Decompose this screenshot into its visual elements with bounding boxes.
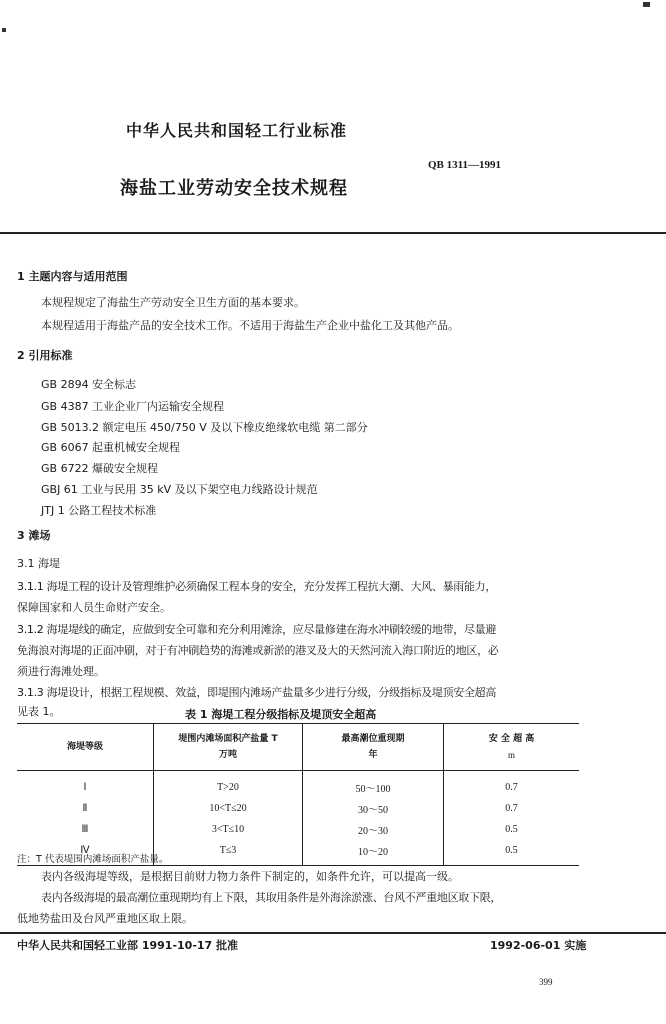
reference-item: GB 6067 起重机械安全规程 bbox=[41, 441, 181, 454]
cell-period: 10～20 bbox=[303, 840, 444, 866]
footer-rule bbox=[0, 932, 666, 934]
cell-height: 0.5 bbox=[444, 819, 580, 840]
section-1-paragraph-2: 本规程适用于海盐产品的安全技术工作。不适用于海盐生产企业中盐化工及其他产品。 bbox=[41, 319, 459, 332]
header-period-label: 最高潮位重现期 bbox=[341, 734, 405, 744]
standard-code: QB 1311—1991 bbox=[428, 159, 502, 171]
reference-item: GB 4387 工业企业厂内运输安全规程 bbox=[41, 400, 225, 413]
cell-period: 20～30 bbox=[303, 819, 444, 840]
header-output-label: 堤围内滩场面积产盐量 T bbox=[178, 734, 278, 744]
header-period bbox=[303, 724, 444, 771]
table-row bbox=[17, 798, 579, 819]
clause-3-1-3-line-1: 3.1.3 海堤设计，根据工程规模、效益，即堤围内滩场产盐量多少进行分级，分级指标及堤顶安全超高 bbox=[17, 686, 497, 699]
table-row bbox=[17, 771, 579, 799]
standard-category-title: 中华人民共和国轻工行业标准 bbox=[126, 121, 348, 140]
cell-period: 50～100 bbox=[303, 771, 444, 799]
clause-3-1-1-line-2: 保障国家和人员生命财产安全。 bbox=[17, 601, 171, 614]
table-1 bbox=[17, 723, 579, 866]
header-output bbox=[154, 724, 303, 771]
clause-3-1-2-line-2: 免海浪对海堤的正面冲刷，对于有冲刷趋势的海滩或新淤的港叉及大的天然河流入海口附近的地区，必 bbox=[17, 644, 499, 657]
approval-line: 中华人民共和国轻工业部 1991-10-17 批准 bbox=[17, 939, 239, 952]
clause-3-1-3-line-2: 见表 1。 bbox=[17, 705, 61, 718]
scan-speck bbox=[2, 28, 6, 32]
table-explanation-2-line-1: 表内各级海堤的最高潮位重现期均有上下限，其取用条件是外海涂淤涨、台风不严重地区取下限， bbox=[41, 891, 502, 904]
section-2-heading: 2 引用标准 bbox=[17, 349, 73, 362]
table-explanation-1: 表内各级海堤等级，是根据目前财力物力条件下制定的，如条件允许，可以提高一级。 bbox=[41, 870, 459, 883]
document-title: 海盐工业劳动安全技术规程 bbox=[120, 178, 348, 199]
header-height-label: 安 全 超 高 bbox=[488, 734, 535, 744]
reference-item: GBJ 61 工业与民用 35 kV 及以下架空电力线路设计规范 bbox=[41, 483, 318, 496]
scan-speck bbox=[643, 2, 650, 7]
clause-3-1-2-line-3: 须进行海滩处理。 bbox=[17, 665, 105, 678]
header-grade bbox=[17, 724, 154, 771]
cell-height: 0.5 bbox=[444, 840, 580, 866]
clause-3-1-2-line-1: 3.1.2 海堤堤线的确定，应做到安全可靠和充分利用滩涂，应尽量修建在海水冲刷较缓的地带，尽量避 bbox=[17, 623, 497, 636]
cell-height: 0.7 bbox=[444, 771, 580, 799]
table-1-note: 注：T 代表堤围内滩场面积产盐量。 bbox=[17, 854, 169, 865]
reference-item: GB 5013.2 额定电压 450/750 V 及以下橡皮绝缘软电缆 第二部分 bbox=[41, 421, 368, 434]
table-row bbox=[17, 819, 579, 840]
cell-height: 0.7 bbox=[444, 798, 580, 819]
cell-grade: Ⅳ bbox=[17, 840, 154, 866]
table-header-row bbox=[17, 724, 579, 771]
cell-grade: Ⅲ bbox=[81, 824, 89, 835]
cell-output: T>20 bbox=[154, 771, 303, 799]
table-1-caption: 表 1 海堤工程分级指标及堤顶安全超高 bbox=[185, 708, 377, 721]
cell-output: 10<T≤20 bbox=[154, 798, 303, 819]
cell-output: 3<T≤10 bbox=[154, 819, 303, 840]
header-rule bbox=[0, 232, 666, 234]
section-1-heading: 1 主题内容与适用范围 bbox=[17, 270, 128, 283]
clause-3-1-1-line-1: 3.1.1 海堤工程的设计及管理维护必须确保工程本身的安全，充分发挥工程抗大潮、大风、暴雨能力， bbox=[17, 580, 497, 593]
header-output-unit: 万吨 bbox=[218, 750, 237, 760]
effective-date: 1992-06-01 实施 bbox=[490, 939, 587, 952]
cell-grade: Ⅰ bbox=[83, 782, 87, 793]
subsection-3-1-heading: 3.1 海堤 bbox=[17, 557, 60, 570]
reference-item: JTJ 1 公路工程技术标准 bbox=[41, 504, 157, 517]
section-1-paragraph-1: 本规程规定了海盐生产劳动安全卫生方面的基本要求。 bbox=[41, 296, 305, 309]
cell-period: 30～50 bbox=[303, 798, 444, 819]
header-grade-label: 海堤等级 bbox=[66, 742, 103, 752]
reference-item: GB 6722 爆破安全规程 bbox=[41, 462, 159, 475]
page-number: 399 bbox=[539, 977, 553, 987]
cell-grade: Ⅱ bbox=[82, 803, 88, 814]
section-3-heading: 3 滩场 bbox=[17, 529, 51, 542]
table-explanation-2-line-2: 低地势盐田及台风严重地区取上限。 bbox=[17, 912, 193, 925]
header-period-unit: 年 bbox=[368, 750, 378, 760]
cell-output: T≤3 bbox=[154, 840, 303, 866]
reference-item: GB 2894 安全标志 bbox=[41, 378, 137, 391]
header-height-unit: m bbox=[507, 750, 515, 760]
header-height bbox=[444, 724, 580, 771]
